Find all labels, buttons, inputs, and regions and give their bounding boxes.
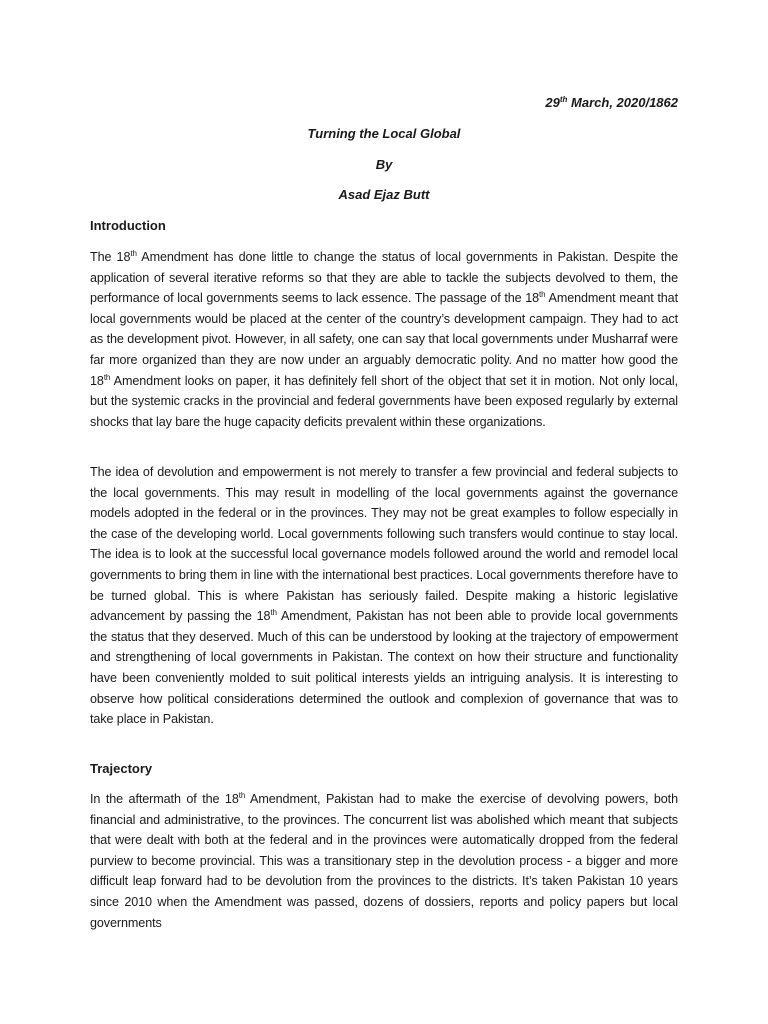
paragraph-2 [90,462,678,730]
sup-th: th [130,249,137,258]
p2-text-2: Amendment, Pakistan has not been able to provide local governments the status that they deserved. Much of this can be understood by looking at the trajectory of empowerment and strengthening of local governments in Pakistan. The context on how their structure and functionality have been conveniently molded to suit political interests yields an intriguing analysis. It is interesting to observe how political considerations determined the outlook and complexion of governance that was to take place in Pakistan. [90,609,678,727]
date-day: 29 [545,95,560,110]
p1-text-1: The 18 [90,250,131,264]
p3-text-2: Amendment, Pakistan had to make the exercise of devolving powers, both financial and administrative, to the provinces. The concurrent list was abolished which meant that subjects that were dealt with both at the federal and in the provinces were automatically dropped from the federal purview to become provincial. This was a transitionary step in the devolution process - a bigger and more difficult leap forward had to be devolution from the provinces to the districts. It’s taken Pakistan 10 years since 2010 when the Amendment was passed, dozens of dossiers, reports and policy papers but local governments [90,792,678,930]
date-rest: March, 2020/1862 [567,95,678,110]
p1-text-2: Amendment has done little to change the status of local governments in Pakistan. Despite the application of several iterative reforms so that they are able to tackle the subjects devolved to them, the performance of local governments seems to lack essence. The passage of the 18 [90,250,678,306]
date-day-suffix: th [559,95,568,104]
document-date [545,94,678,112]
byline-by: By [375,157,393,172]
sup-th: th [539,290,546,300]
p2-text-1: The idea of devolution and empowerment is not merely to transfer a few provincial and federal subjects to the local governments. This may result in modelling of the local governments against the governance models adopted in the federal or in the provinces. They may not be great examples to follow especially in the case of the developing world. Local governments following such transfers would continue to stay local. The idea is to look at the successful local governance models followed around the world and remodel local governments to bring them in line with the international best practices. Local governments therefore have to be turned global. This is where Pakistan has seriously failed. Despite making a historic legislative advancement by passing the 18 [90,465,678,624]
p3-text-1: In the aftermath of the 18 [90,792,239,806]
p1-text-3: Amendment meant that local governments would be placed at the center of the country’s development campaign. They had to act as the development pivot. However, in all safety, one can say that local governments under Musharraf were far more organized than they are now under an arguably democratic polity. And no matter how good the 18 [90,291,678,388]
sup-th: th [238,791,246,800]
section-heading-introduction: Introduction [90,218,166,233]
section-heading-trajectory: Trajectory [90,761,153,776]
paragraph-1 [90,247,678,432]
sup-th: th [270,608,277,618]
paragraph-3 [90,789,678,933]
author-name: Asad Ejaz Butt [338,187,430,202]
sup-th: th [103,372,111,382]
p1-text-4: Amendment looks on paper, it has definitely fell short of the object that set it in motion. Not only local, but the systemic cracks in the provincial and federal governments have been exposed regularly by external shocks that lay bare the huge capacity deficits prevalent within these organizations. [90,373,678,429]
document-title: Turning the Local Global [307,126,461,141]
